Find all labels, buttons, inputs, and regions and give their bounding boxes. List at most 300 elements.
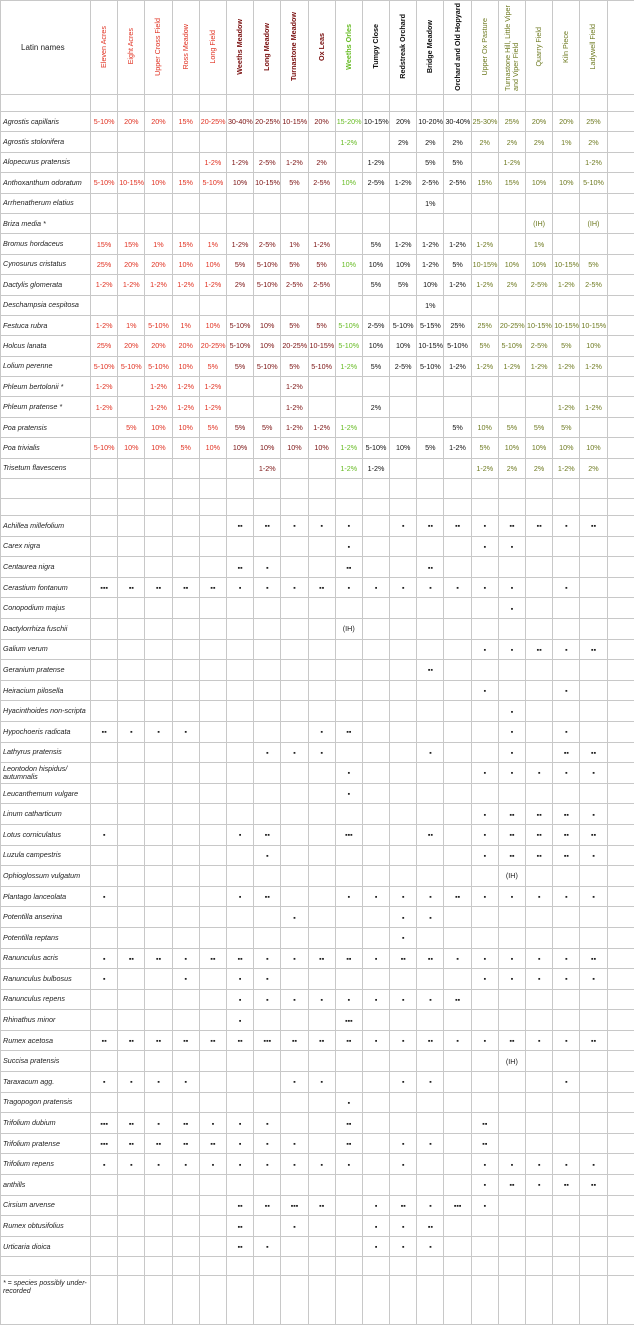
abundance-cell: ▪▪▪ (335, 1010, 362, 1031)
species-row (1, 438, 634, 458)
species-name: Arrhenatherum elatius (1, 193, 91, 213)
abundance-cell: 10% (254, 336, 281, 356)
abundance-cell (498, 1195, 525, 1216)
abundance-cell (172, 458, 199, 478)
abundance-cell (553, 866, 580, 887)
abundance-cell (471, 1072, 498, 1093)
abundance-cell (145, 763, 172, 784)
abundance-cell (607, 295, 634, 315)
abundance-cell: ▪▪ (335, 1030, 362, 1051)
abundance-cell (91, 598, 118, 619)
field-name: Quarry Field (535, 27, 543, 67)
species-row (1, 193, 634, 213)
abundance-cell (254, 680, 281, 701)
abundance-cell (172, 927, 199, 948)
abundance-cell (335, 845, 362, 866)
abundance-cell (390, 295, 417, 315)
abundance-cell (526, 1216, 553, 1237)
abundance-cell: 10-15% (580, 315, 607, 335)
abundance-cell (118, 680, 145, 701)
abundance-cell: ▪▪▪ (91, 577, 118, 598)
species-row (1, 742, 634, 763)
abundance-cell (308, 804, 335, 825)
abundance-cell (199, 701, 226, 722)
field-name: Redstreak Orchard (399, 14, 407, 79)
abundance-cell (498, 1113, 525, 1134)
empty-cell (444, 499, 471, 516)
abundance-cell: ▪▪ (118, 1030, 145, 1051)
abundance-cell (226, 845, 253, 866)
abundance-cell (172, 619, 199, 640)
abundance-cell: ▪ (553, 948, 580, 969)
abundance-cell (498, 377, 525, 397)
abundance-cell: ▪ (390, 1154, 417, 1175)
abundance-cell: 25% (444, 315, 471, 335)
abundance-cell: 5-10% (417, 356, 444, 376)
abundance-cell: ▪ (553, 639, 580, 660)
abundance-cell (118, 193, 145, 213)
abundance-cell (199, 1236, 226, 1257)
abundance-cell (553, 1195, 580, 1216)
empty-cell (526, 95, 553, 112)
abundance-cell: 2-5% (526, 275, 553, 295)
abundance-cell: ▪▪ (498, 824, 525, 845)
abundance-cell: ▪ (553, 680, 580, 701)
abundance-cell: 1-2% (417, 254, 444, 274)
abundance-cell: 10% (362, 254, 389, 274)
abundance-cell: ▪ (526, 886, 553, 907)
abundance-cell: ▪ (335, 989, 362, 1010)
abundance-cell: 5% (444, 152, 471, 172)
abundance-cell: 1-2% (471, 234, 498, 254)
abundance-cell (118, 701, 145, 722)
empty-cell (553, 95, 580, 112)
abundance-cell (281, 763, 308, 784)
empty-cell (498, 95, 525, 112)
abundance-cell: ▪▪▪ (91, 1133, 118, 1154)
abundance-cell (471, 783, 498, 804)
abundance-cell: ▪ (390, 577, 417, 598)
empty-cell (335, 479, 362, 499)
abundance-cell: ▪ (498, 969, 525, 990)
abundance-cell (417, 783, 444, 804)
abundance-cell: 1-2% (118, 275, 145, 295)
species-row (1, 619, 634, 640)
empty-cell (444, 1276, 471, 1325)
abundance-cell: ▪ (390, 927, 417, 948)
abundance-cell: 10-15% (553, 315, 580, 335)
abundance-cell (308, 824, 335, 845)
abundance-cell (145, 152, 172, 172)
abundance-cell: 5% (281, 173, 308, 193)
abundance-cell: 1-2% (471, 275, 498, 295)
abundance-cell: ▪ (498, 763, 525, 784)
abundance-cell (281, 721, 308, 742)
abundance-cell (199, 1092, 226, 1113)
abundance-cell (226, 619, 253, 640)
abundance-cell: ▪ (199, 1113, 226, 1134)
abundance-cell: ▪▪ (308, 577, 335, 598)
abundance-cell: 5% (281, 315, 308, 335)
abundance-cell (145, 1051, 172, 1072)
abundance-cell (444, 619, 471, 640)
species-row (1, 536, 634, 557)
empty-cell (526, 1257, 553, 1276)
empty-cell (526, 1276, 553, 1325)
species-row (1, 927, 634, 948)
abundance-cell (199, 132, 226, 152)
abundance-cell (607, 1113, 634, 1134)
abundance-cell (444, 701, 471, 722)
abundance-cell: ▪ (335, 516, 362, 537)
abundance-cell (607, 824, 634, 845)
abundance-cell (607, 680, 634, 701)
abundance-cell: 1-2% (362, 458, 389, 478)
abundance-cell (390, 639, 417, 660)
abundance-cell (199, 639, 226, 660)
abundance-cell (607, 234, 634, 254)
field-header (471, 1, 498, 95)
abundance-cell: 10% (498, 438, 525, 458)
empty-cell (145, 1257, 172, 1276)
abundance-cell: 5-10% (335, 336, 362, 356)
empty-cell (526, 499, 553, 516)
abundance-cell (145, 193, 172, 213)
abundance-cell (362, 598, 389, 619)
abundance-cell (308, 783, 335, 804)
abundance-cell: 25-30% (471, 112, 498, 132)
empty-cell (362, 499, 389, 516)
abundance-cell: ▪▪ (254, 824, 281, 845)
abundance-cell (607, 619, 634, 640)
abundance-cell (199, 742, 226, 763)
abundance-cell (118, 619, 145, 640)
abundance-cell (118, 458, 145, 478)
abundance-cell (308, 397, 335, 417)
abundance-cell (335, 639, 362, 660)
abundance-cell (607, 639, 634, 660)
abundance-cell: ▪ (335, 1154, 362, 1175)
empty-cell (335, 1257, 362, 1276)
empty-cell (254, 1257, 281, 1276)
abundance-cell: ▪ (471, 516, 498, 537)
abundance-cell (145, 1195, 172, 1216)
abundance-cell: (IH) (526, 213, 553, 233)
empty-cell (498, 479, 525, 499)
abundance-cell: ▪▪ (498, 1030, 525, 1051)
abundance-cell (362, 701, 389, 722)
abundance-cell (607, 1010, 634, 1031)
abundance-cell: ▪▪ (417, 1030, 444, 1051)
abundance-cell (281, 680, 308, 701)
abundance-cell: 1% (281, 234, 308, 254)
abundance-cell (498, 557, 525, 578)
abundance-cell: ▪▪ (471, 1133, 498, 1154)
abundance-cell: 1-2% (281, 417, 308, 437)
species-name: Hyacinthoides non-scripta (1, 701, 91, 722)
abundance-cell (444, 1216, 471, 1237)
abundance-cell (281, 639, 308, 660)
abundance-cell: 1-2% (553, 397, 580, 417)
abundance-cell (91, 1175, 118, 1196)
abundance-cell (118, 1236, 145, 1257)
abundance-cell: ▪ (580, 804, 607, 825)
abundance-cell (417, 721, 444, 742)
abundance-cell: ▪ (145, 721, 172, 742)
abundance-cell: 5% (498, 417, 525, 437)
abundance-cell (199, 969, 226, 990)
abundance-cell (254, 1051, 281, 1072)
abundance-cell (526, 397, 553, 417)
abundance-cell (390, 1010, 417, 1031)
abundance-cell (226, 866, 253, 887)
abundance-cell (390, 701, 417, 722)
abundance-cell: ▪▪ (417, 1216, 444, 1237)
abundance-cell (417, 969, 444, 990)
abundance-cell: 10% (526, 254, 553, 274)
empty-cell (335, 499, 362, 516)
species-name: Cirsium arvense (1, 1195, 91, 1216)
abundance-cell: ▪ (91, 886, 118, 907)
abundance-cell (362, 783, 389, 804)
field-header (145, 1, 172, 95)
species-name: Holcus lanata (1, 336, 91, 356)
abundance-cell (390, 557, 417, 578)
abundance-cell (145, 1216, 172, 1237)
abundance-cell: ▪ (226, 1154, 253, 1175)
species-name: Potentilla reptans (1, 927, 91, 948)
abundance-cell (526, 721, 553, 742)
abundance-cell: ▪ (254, 948, 281, 969)
abundance-cell: ▪ (390, 907, 417, 928)
abundance-cell: 10% (526, 438, 553, 458)
abundance-cell (172, 742, 199, 763)
abundance-cell (471, 1092, 498, 1113)
abundance-cell (444, 742, 471, 763)
abundance-cell: ▪▪ (145, 1133, 172, 1154)
abundance-cell (145, 845, 172, 866)
abundance-cell (172, 1195, 199, 1216)
abundance-cell (172, 557, 199, 578)
field-name: Eleven Acres (100, 26, 108, 68)
abundance-cell: 5% (199, 356, 226, 376)
abundance-cell (526, 1051, 553, 1072)
abundance-cell: 2% (526, 458, 553, 478)
abundance-cell (226, 1051, 253, 1072)
abundance-cell (444, 763, 471, 784)
abundance-cell: ▪ (471, 1154, 498, 1175)
abundance-cell (145, 1010, 172, 1031)
species-row (1, 336, 634, 356)
empty-cell (417, 1257, 444, 1276)
abundance-cell (118, 866, 145, 887)
abundance-cell (607, 417, 634, 437)
abundance-cell (444, 295, 471, 315)
abundance-cell: ▪ (254, 969, 281, 990)
abundance-cell: 30-40% (226, 112, 253, 132)
abundance-cell: ▪ (362, 886, 389, 907)
abundance-cell (118, 1195, 145, 1216)
abundance-cell (118, 377, 145, 397)
abundance-cell: 25% (580, 112, 607, 132)
abundance-cell (417, 536, 444, 557)
abundance-cell (308, 927, 335, 948)
abundance-cell (118, 152, 145, 172)
abundance-cell (498, 295, 525, 315)
abundance-cell (444, 536, 471, 557)
abundance-cell: ▪▪ (390, 948, 417, 969)
abundance-cell: ▪ (254, 845, 281, 866)
species-name: Agrostis stolonifera (1, 132, 91, 152)
abundance-cell: 1-2% (172, 377, 199, 397)
abundance-cell (526, 701, 553, 722)
abundance-cell: ▪ (118, 721, 145, 742)
field-header (226, 1, 253, 95)
abundance-cell (91, 845, 118, 866)
species-name: Potentilla anserina (1, 907, 91, 928)
abundance-cell (553, 598, 580, 619)
abundance-cell (118, 1092, 145, 1113)
abundance-cell: ▪ (390, 1133, 417, 1154)
species-row (1, 948, 634, 969)
abundance-cell (444, 1154, 471, 1175)
abundance-cell (91, 516, 118, 537)
abundance-cell (607, 1154, 634, 1175)
abundance-cell: ▪ (498, 639, 525, 660)
abundance-cell: ▪▪ (118, 948, 145, 969)
abundance-cell (390, 866, 417, 887)
empty-cell (281, 95, 308, 112)
abundance-cell: 5% (281, 254, 308, 274)
abundance-cell (390, 845, 417, 866)
abundance-cell (444, 1175, 471, 1196)
abundance-cell: ▪ (580, 969, 607, 990)
empty-cell (281, 1276, 308, 1325)
abundance-cell (226, 742, 253, 763)
abundance-cell: 20% (308, 112, 335, 132)
abundance-cell (308, 660, 335, 681)
abundance-cell (118, 132, 145, 152)
abundance-cell: ▪ (417, 886, 444, 907)
abundance-cell (471, 557, 498, 578)
abundance-cell (145, 295, 172, 315)
abundance-cell (281, 866, 308, 887)
abundance-cell: 15% (172, 173, 199, 193)
abundance-cell (199, 763, 226, 784)
abundance-cell (607, 763, 634, 784)
empty-cell (199, 95, 226, 112)
abundance-cell: ▪▪ (281, 1030, 308, 1051)
abundance-cell (172, 1010, 199, 1031)
abundance-cell: ▪▪ (145, 577, 172, 598)
abundance-cell (91, 639, 118, 660)
abundance-cell (417, 1010, 444, 1031)
abundance-cell (308, 536, 335, 557)
abundance-cell (390, 742, 417, 763)
abundance-cell: ▪ (417, 989, 444, 1010)
empty-cell (145, 95, 172, 112)
abundance-cell (199, 804, 226, 825)
abundance-cell (91, 1010, 118, 1031)
abundance-cell: ▪ (145, 1113, 172, 1134)
field-header (281, 1, 308, 95)
abundance-cell (471, 619, 498, 640)
abundance-cell (362, 1154, 389, 1175)
abundance-cell: ▪ (390, 516, 417, 537)
abundance-cell: ▪▪ (226, 1216, 253, 1237)
abundance-cell (498, 1010, 525, 1031)
species-name: Dactylis glomerata (1, 275, 91, 295)
abundance-cell (91, 213, 118, 233)
abundance-cell (526, 1113, 553, 1134)
empty-cell (308, 479, 335, 499)
empty-cell (471, 479, 498, 499)
abundance-cell: ▪ (471, 1030, 498, 1051)
empty-cell (390, 479, 417, 499)
species-row (1, 254, 634, 274)
abundance-cell: 2-5% (308, 275, 335, 295)
abundance-cell (226, 907, 253, 928)
field-name: Ox Leas (318, 33, 326, 61)
species-row (1, 356, 634, 376)
abundance-cell: ▪ (91, 1072, 118, 1093)
abundance-cell (199, 213, 226, 233)
abundance-cell: 1-2% (226, 234, 253, 254)
field-header (91, 1, 118, 95)
species-row (1, 866, 634, 887)
abundance-cell (471, 152, 498, 172)
abundance-cell (471, 295, 498, 315)
abundance-cell (145, 639, 172, 660)
abundance-cell: 2% (471, 132, 498, 152)
abundance-cell (580, 989, 607, 1010)
abundance-cell (526, 1072, 553, 1093)
field-name: Ross Meadow (182, 24, 190, 70)
abundance-cell: ▪ (91, 1154, 118, 1175)
species-name: Taraxacum agg. (1, 1072, 91, 1093)
abundance-cell: ▪ (335, 886, 362, 907)
abundance-cell (607, 315, 634, 335)
abundance-cell (362, 927, 389, 948)
abundance-cell: 5% (254, 417, 281, 437)
abundance-cell (390, 152, 417, 172)
abundance-cell: 5-10% (498, 336, 525, 356)
abundance-cell (118, 763, 145, 784)
abundance-cell: 10% (199, 315, 226, 335)
abundance-cell (145, 907, 172, 928)
abundance-cell: ▪ (498, 948, 525, 969)
abundance-cell: 20-25% (254, 112, 281, 132)
field-header (199, 1, 226, 95)
abundance-cell: ▪▪ (254, 1195, 281, 1216)
abundance-cell (607, 1175, 634, 1196)
abundance-cell (254, 377, 281, 397)
abundance-cell: 5% (118, 417, 145, 437)
abundance-cell (498, 1216, 525, 1237)
abundance-cell (91, 458, 118, 478)
abundance-cell (580, 701, 607, 722)
abundance-cell: ▪▪ (553, 845, 580, 866)
abundance-cell (607, 969, 634, 990)
abundance-cell: 1-2% (281, 377, 308, 397)
abundance-cell (498, 680, 525, 701)
abundance-cell (281, 783, 308, 804)
abundance-cell (91, 701, 118, 722)
abundance-cell (172, 516, 199, 537)
abundance-cell (281, 845, 308, 866)
abundance-cell (199, 907, 226, 928)
abundance-cell (335, 152, 362, 172)
